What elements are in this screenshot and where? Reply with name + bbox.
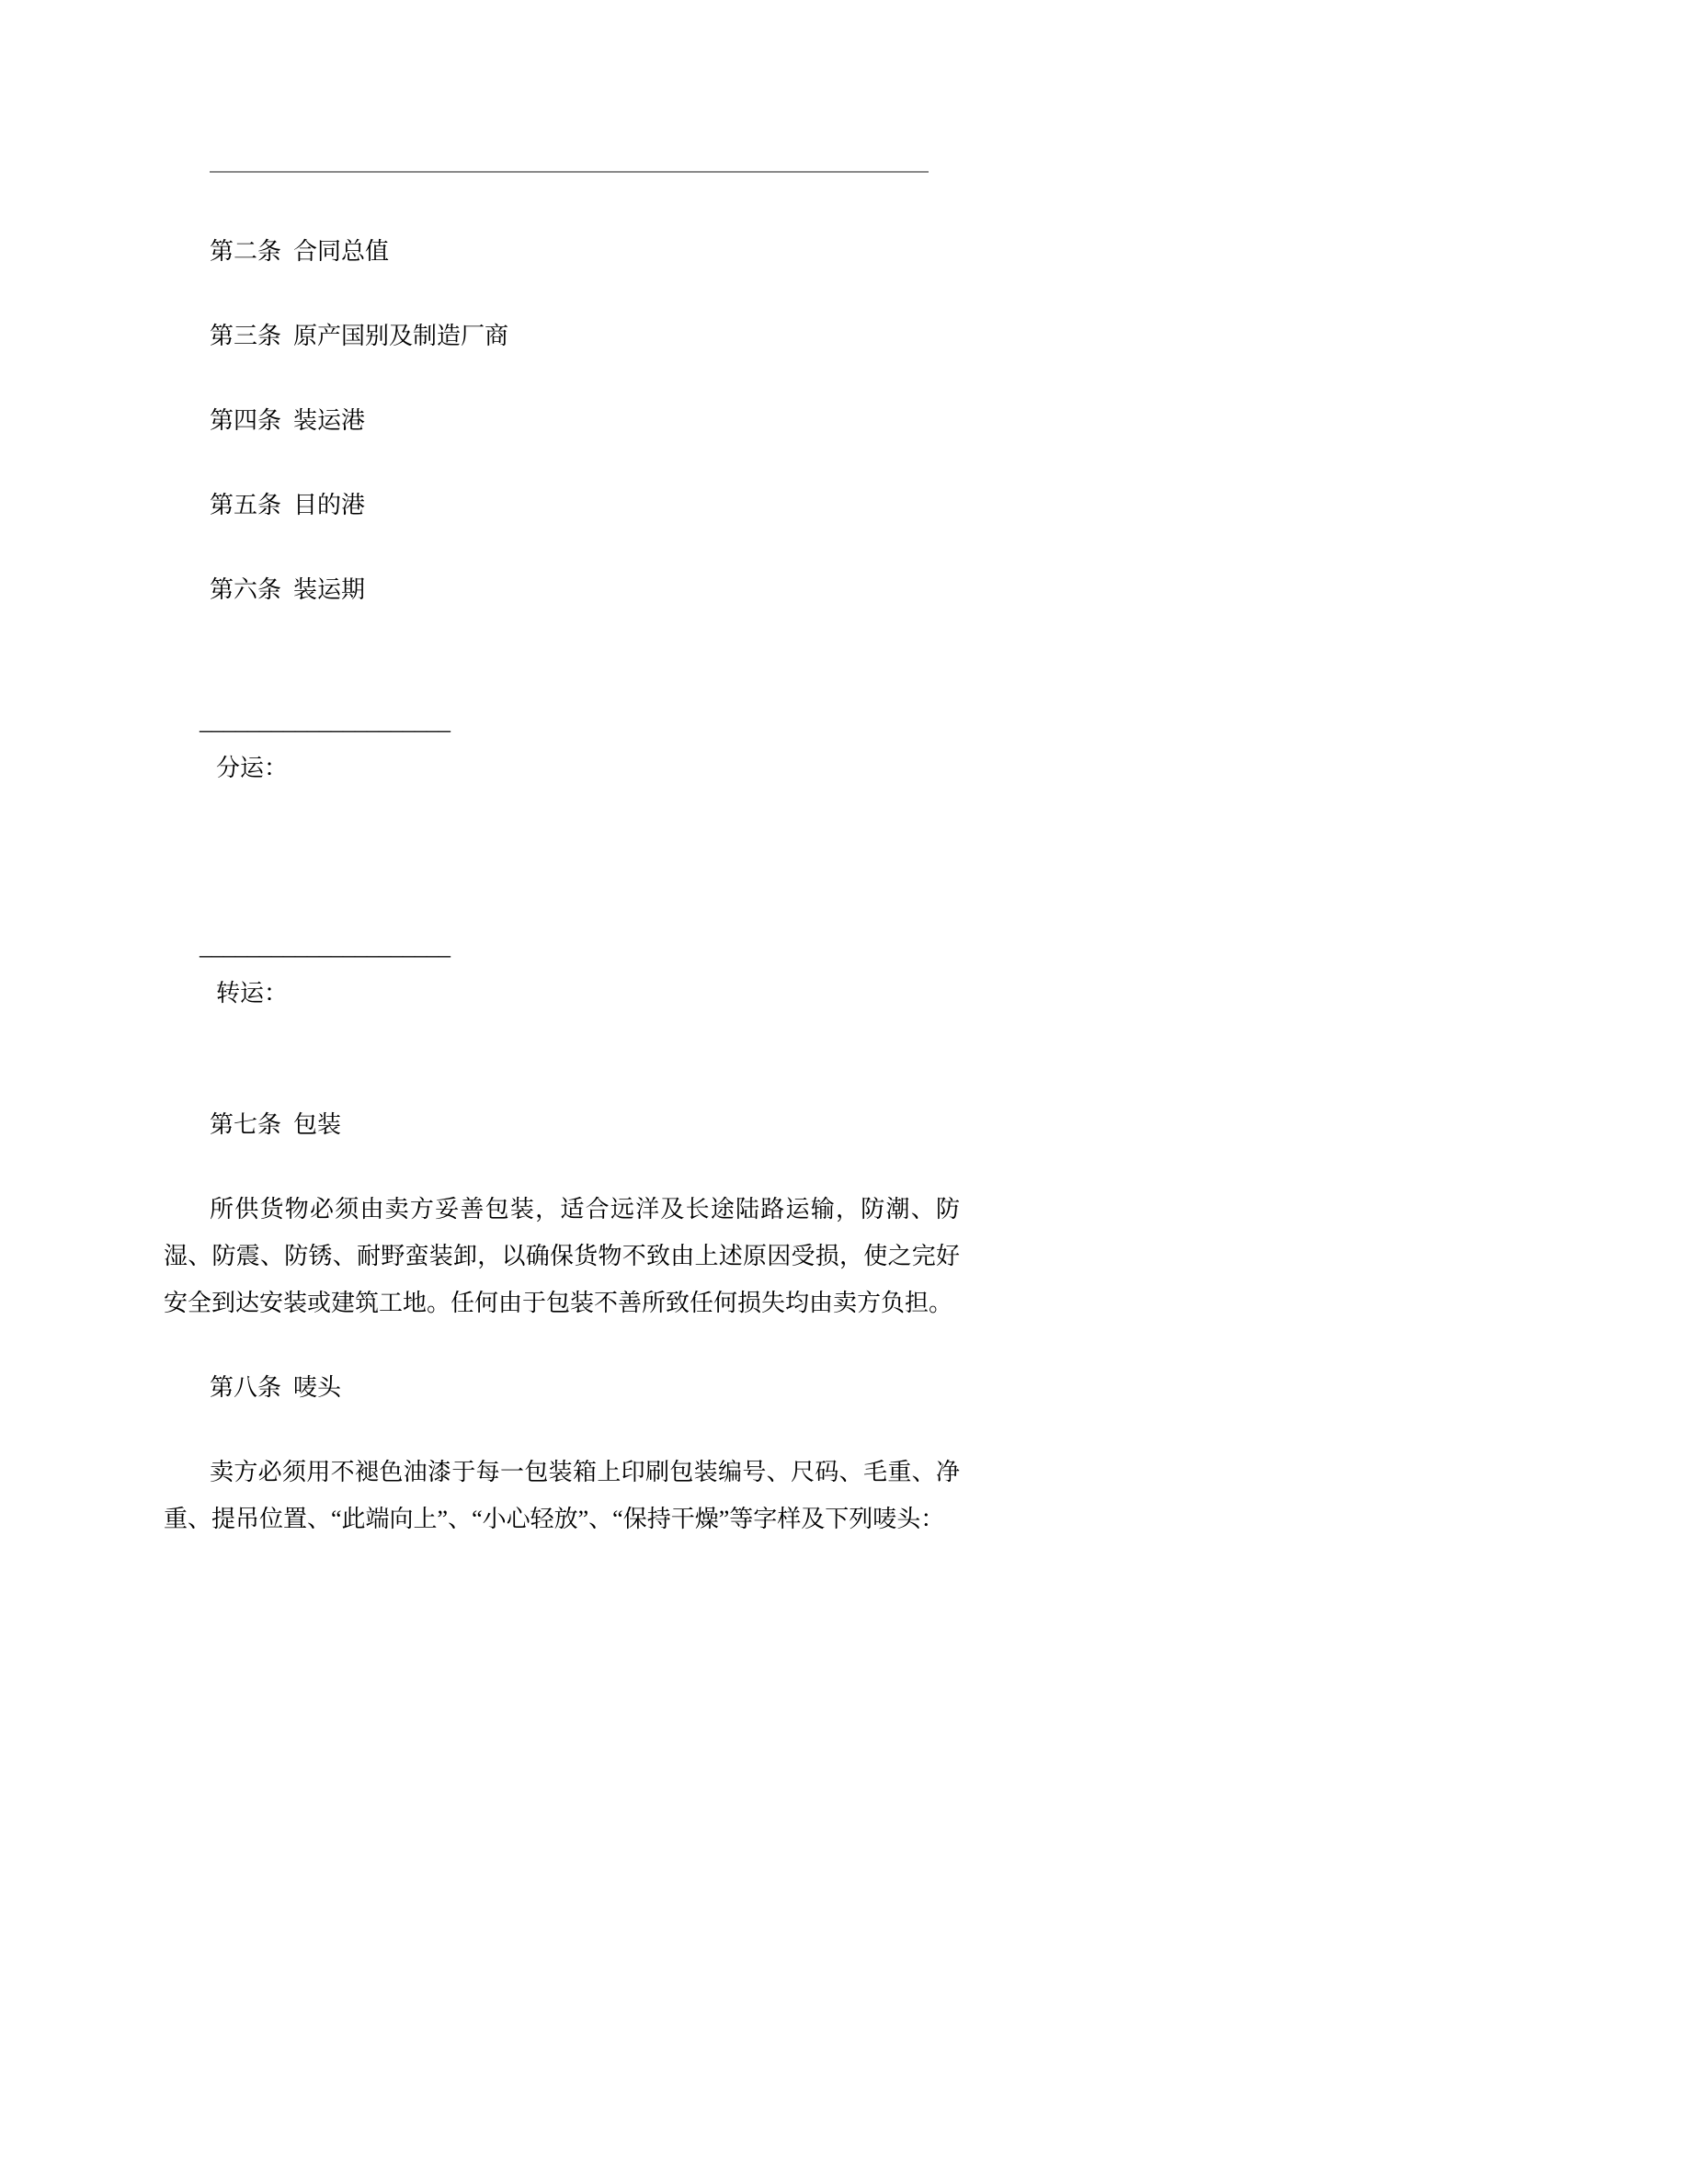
blank-label-partial-shipment: 分运： [216, 755, 289, 781]
paragraph-shipping-marks: 卖方必须用不褪色油漆于每一包装箱上印刷包装编号、尺码、毛重、净重、提吊位置、“此端向上”、“小心轻放”、“保持干燥”等字样及下列唛头： [164, 1459, 960, 1532]
fill-in-row-partial-shipment [164, 651, 960, 838]
continuation-underscore-line [210, 171, 929, 173]
clause-heading-destination-port: 第五条 目的港 [210, 492, 366, 518]
clause-heading-packing: 第七条 包装 [210, 1111, 342, 1138]
blank-line: _____________________ [200, 933, 451, 960]
document-content [164, 171, 960, 1580]
blank-line: _____________________ [200, 708, 451, 734]
clause-heading-total-value: 第二条 合同总值 [210, 238, 390, 265]
fill-in-row-transshipment [164, 876, 960, 1064]
blank-label-transshipment: 转运： [216, 980, 289, 1007]
paragraph-packing: 所供货物必须由卖方妥善包装，适合远洋及长途陆路运输，防潮、防湿、防震、防锈、耐野蛮装卸，以确保货物不致由上述原因受损，使之完好安全到达安装或建筑工地。任何由于包装不善所致任何损失均由卖方负担。 [164, 1196, 960, 1316]
clause-heading-shipment-period: 第六条 装运期 [210, 576, 366, 603]
clause-heading-loading-port: 第四条 装运港 [210, 407, 366, 434]
clause-heading-origin-manufacturer: 第三条 原产国别及制造厂商 [210, 323, 509, 349]
clause-heading-shipping-marks: 第八条 唛头 [210, 1374, 342, 1401]
